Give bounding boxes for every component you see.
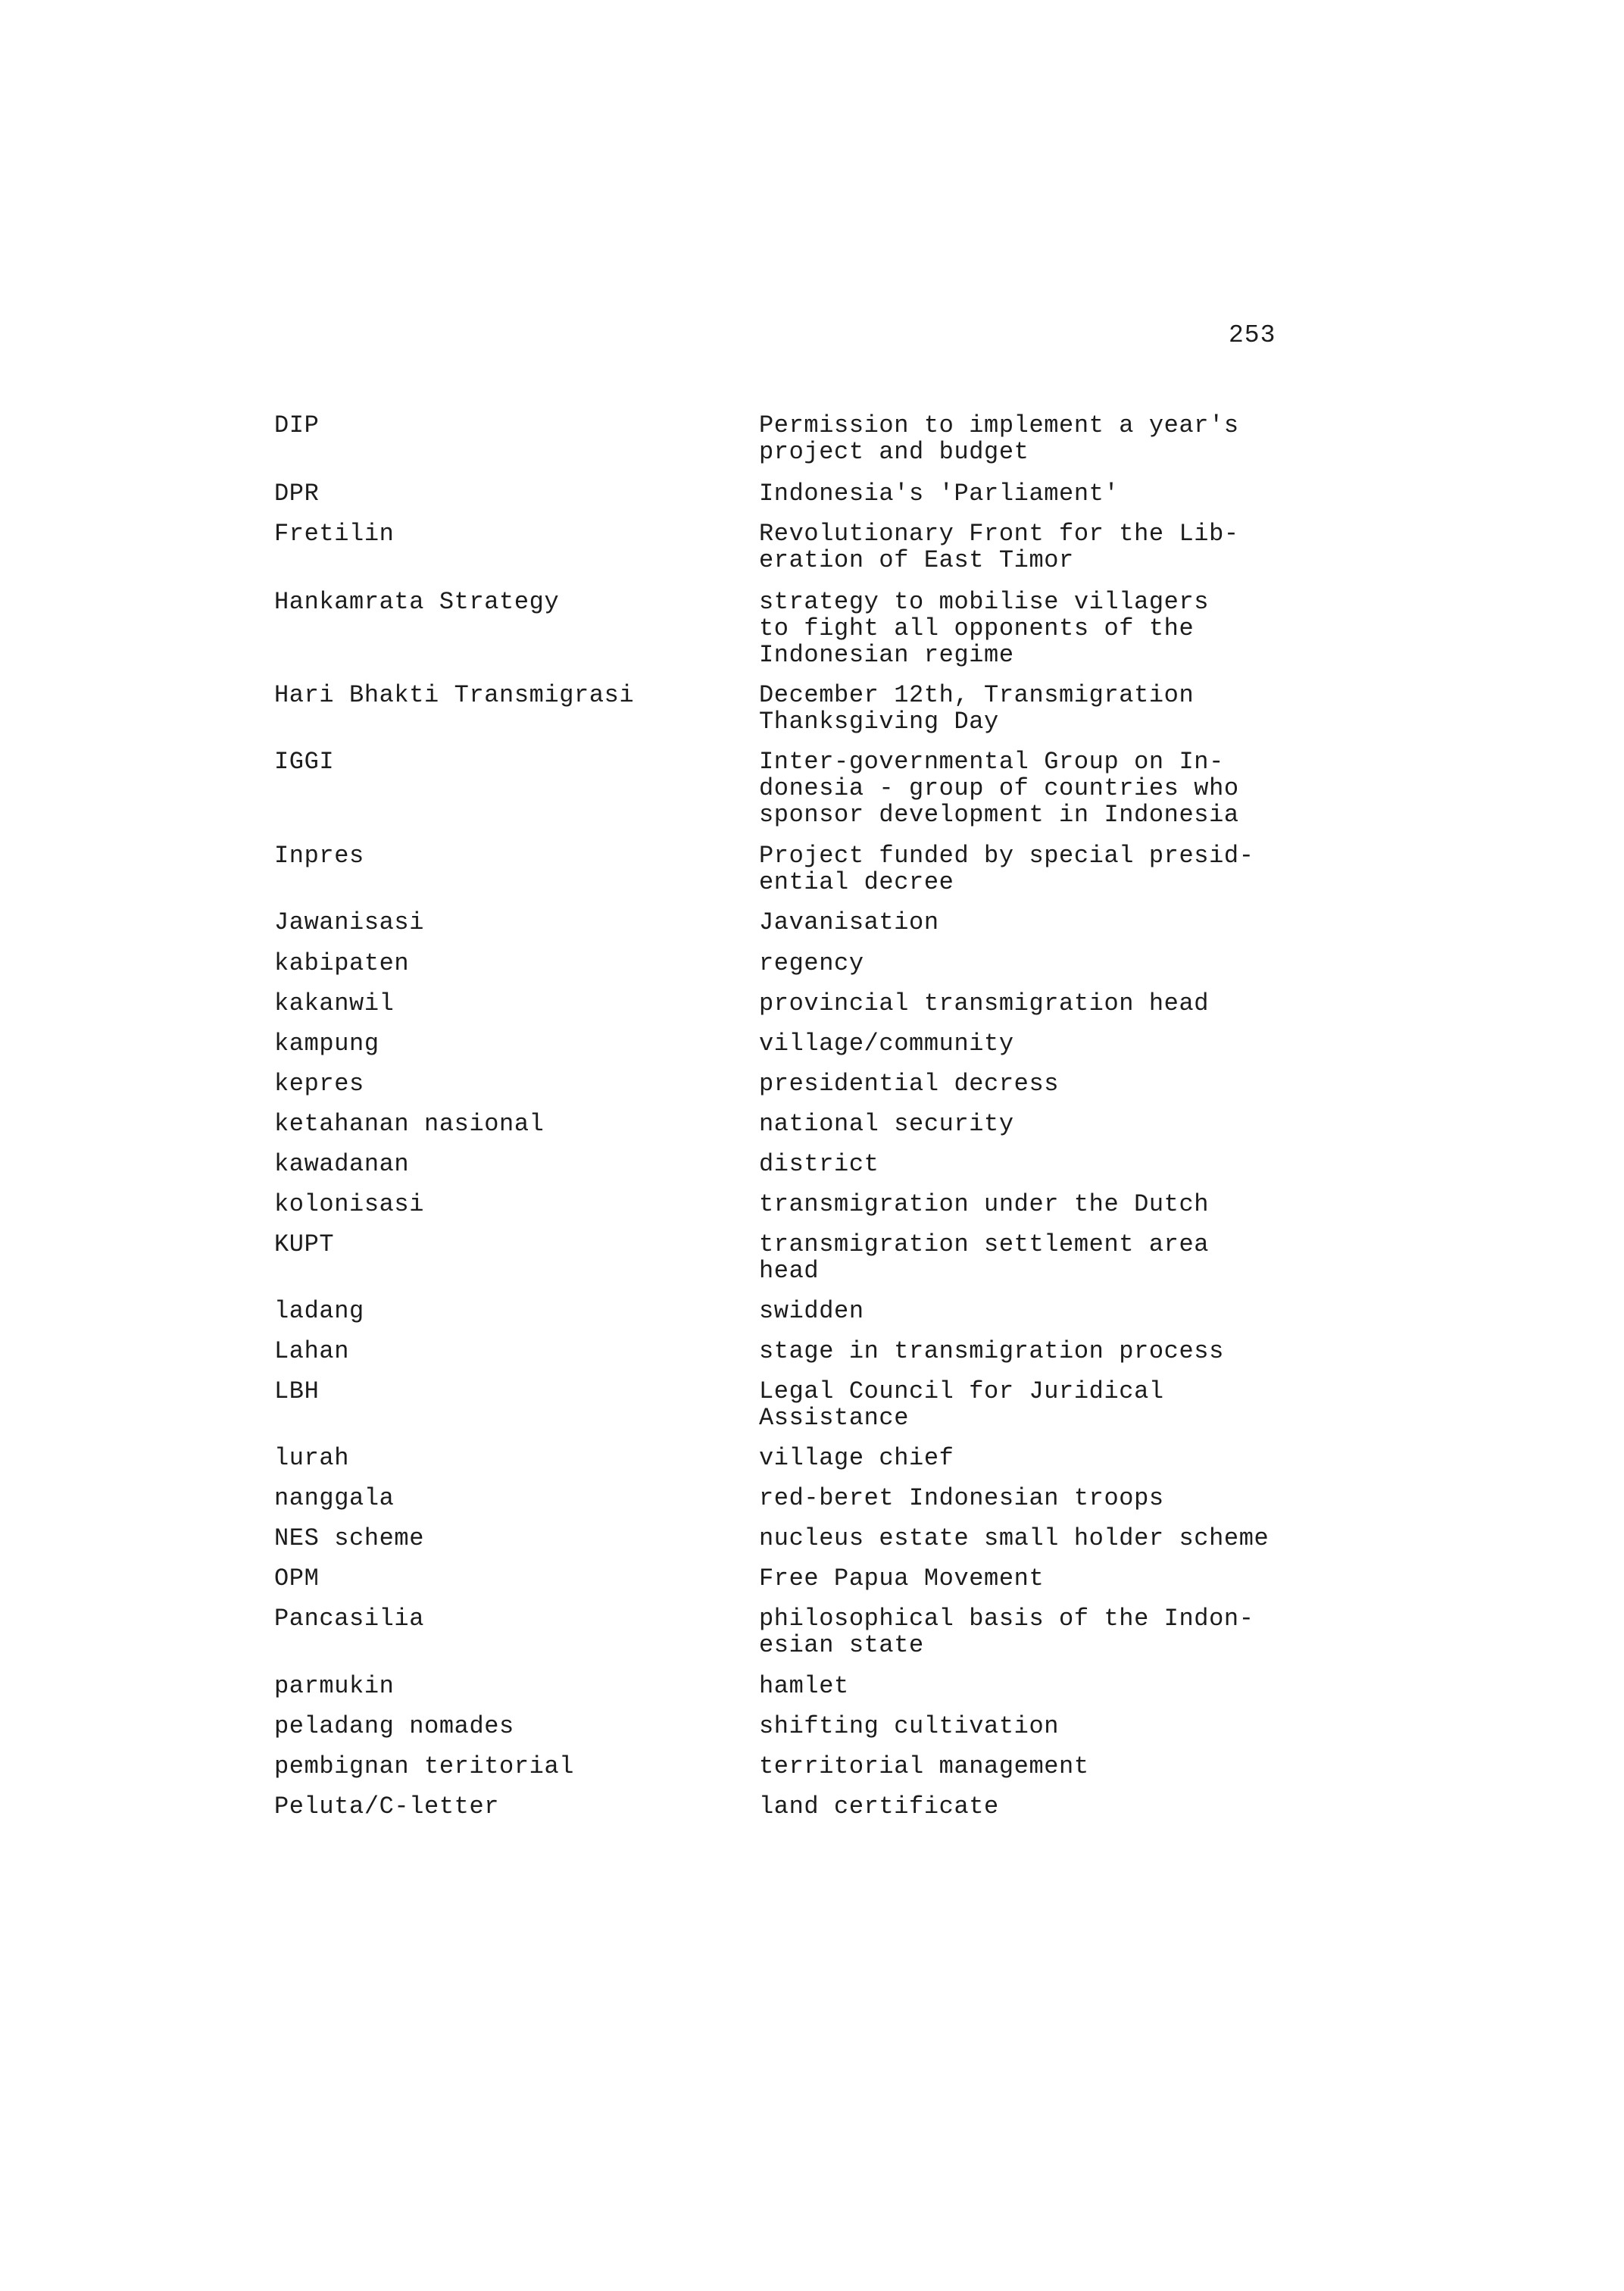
glossary-definition: swidden [759,1297,864,1325]
glossary-term: kabipaten [274,949,410,977]
glossary-definition: Javanisation [759,908,939,936]
glossary-definition: Inter-governmental Group on In- donesia - group of countries who sponsor development in Indonesia [759,748,1239,829]
glossary-definition: Free Papua Movement [759,1564,1045,1592]
glossary-term: IGGI [274,748,335,776]
glossary-term: OPM [274,1564,320,1592]
glossary-term: ladang [274,1297,364,1325]
glossary-term: Lahan [274,1337,350,1365]
glossary-term: nanggala [274,1484,395,1512]
glossary-definition: transmigration settlement area head [759,1230,1210,1285]
glossary-term: Pancasilia [274,1605,425,1633]
glossary-term: DPR [274,480,320,508]
glossary-definition: territorial management [759,1752,1089,1780]
glossary-term: Peluta/C-letter [274,1792,500,1821]
glossary-term: KUPT [274,1230,335,1258]
glossary-definition: shifting cultivation [759,1712,1060,1740]
glossary-term: lurah [274,1444,350,1472]
glossary-term: Hari Bhakti Transmigrasi [274,681,635,709]
glossary-definition: December 12th, Transmigration Thanksgiving Day [759,681,1195,736]
glossary-definition: land certificate [759,1792,999,1821]
glossary-term: kakanwil [274,989,395,1017]
glossary-term: DIP [274,411,320,439]
glossary-definition: stage in transmigration process [759,1337,1224,1365]
page-number: 253 [1229,321,1276,349]
glossary-definition: strategy to mobilise villagers to fight all opponents of the Indonesian regime [759,588,1210,669]
glossary-term: Hankamrata Strategy [274,588,560,616]
glossary-definition: red-beret Indonesian troops [759,1484,1164,1512]
glossary-definition: national security [759,1110,1014,1138]
glossary-term: peladang nomades [274,1712,514,1740]
glossary-definition: Project funded by special presid- ential decree [759,842,1254,896]
glossary-term: kampung [274,1030,379,1058]
glossary-term: ketahanan nasional [274,1110,545,1138]
glossary-definition: regency [759,949,864,977]
glossary-definition: village chief [759,1444,954,1472]
glossary-definition: Permission to implement a year's project and budget [759,411,1239,466]
glossary-term: kepres [274,1070,364,1098]
glossary-term: NES scheme [274,1524,425,1552]
glossary-definition: presidential decress [759,1070,1060,1098]
glossary-definition: provincial transmigration head [759,989,1210,1017]
glossary-term: Fretilin [274,520,395,548]
glossary-definition: Legal Council for Juridical Assistance [759,1377,1164,1432]
glossary-definition: Revolutionary Front for the Lib- eration of East Timor [759,520,1239,574]
glossary-definition: district [759,1150,879,1178]
glossary-term: pembignan teritorial [274,1752,575,1780]
glossary-term: LBH [274,1377,320,1405]
glossary-term: Inpres [274,842,364,870]
glossary-definition: hamlet [759,1672,849,1700]
glossary-definition: philosophical basis of the Indon- esian state [759,1605,1254,1659]
glossary-definition: Indonesia's 'Parliament' [759,480,1120,508]
glossary-term: kawadanan [274,1150,410,1178]
glossary-definition: nucleus estate small holder scheme [759,1524,1270,1552]
glossary-definition: transmigration under the Dutch [759,1190,1210,1218]
glossary-term: Jawanisasi [274,908,425,936]
glossary-term: parmukin [274,1672,395,1700]
glossary-definition: village/community [759,1030,1014,1058]
glossary-term: kolonisasi [274,1190,425,1218]
